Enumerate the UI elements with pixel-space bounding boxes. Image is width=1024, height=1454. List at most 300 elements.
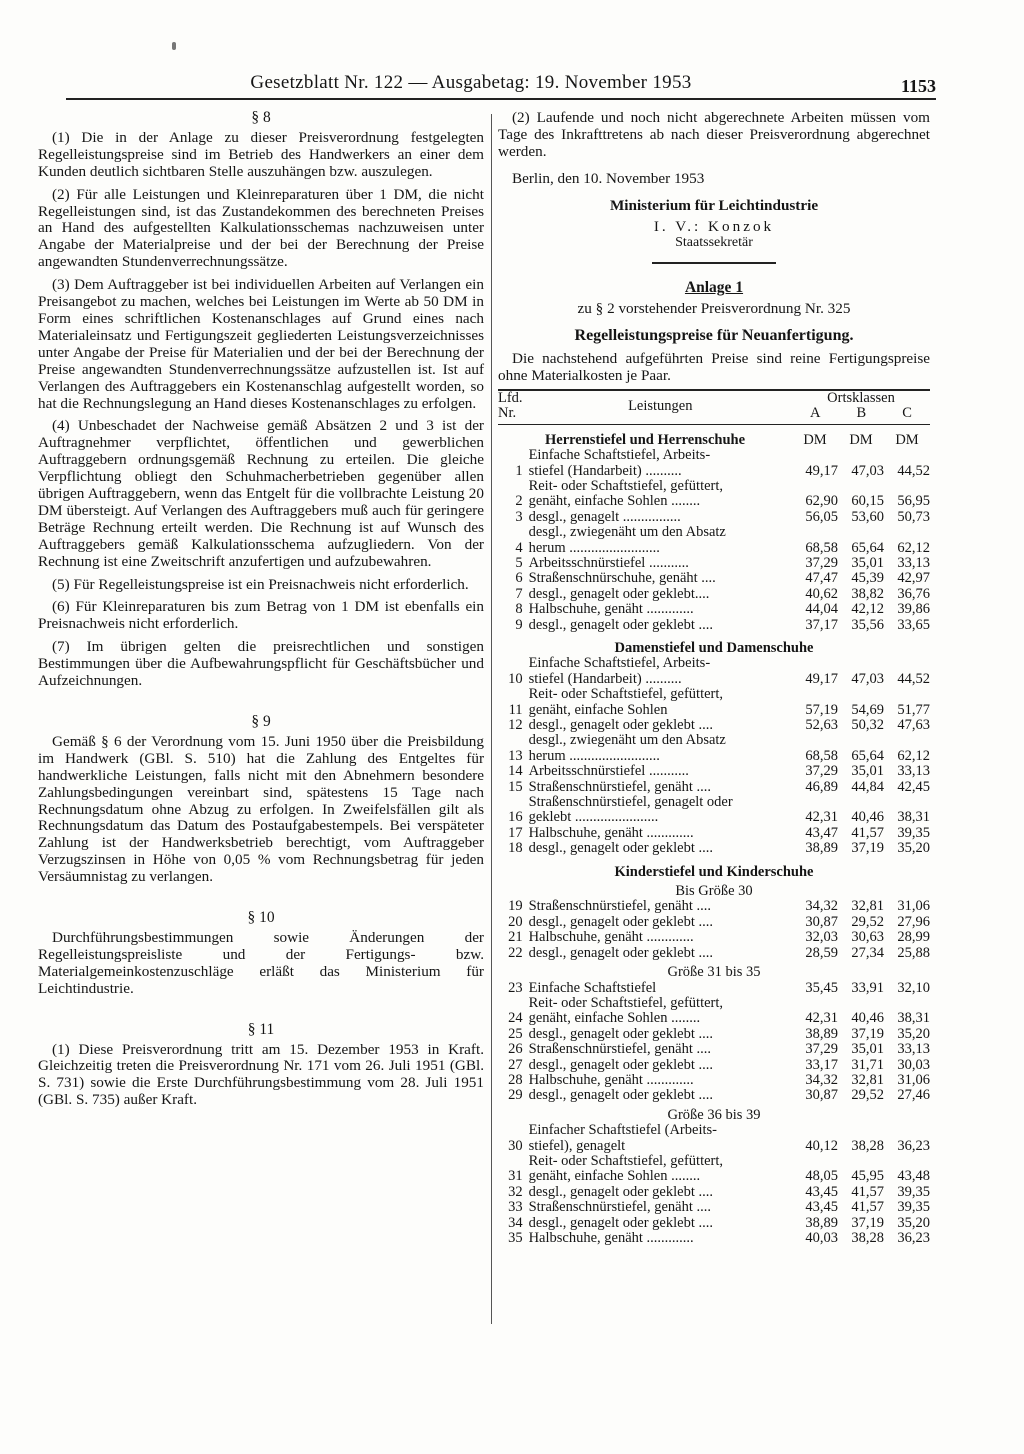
description-line: Straßenschnürschuhe, genäht .... xyxy=(528,570,716,587)
row-number: 3 xyxy=(515,508,523,525)
price-class-b: 32,81 xyxy=(851,898,884,915)
price-class-b: 35,01 xyxy=(851,554,884,571)
table-row xyxy=(498,1123,930,1154)
header-classes xyxy=(792,406,930,421)
price-class-c: 39,35 xyxy=(897,824,930,841)
description-line: desgl., genagelt oder geklebt .... xyxy=(528,616,713,633)
description-line: Reit- oder Schaftstiefel, gefüttert, xyxy=(528,477,724,494)
price-class-b: 37,19 xyxy=(851,1025,884,1042)
price-class-a: 37,17 xyxy=(805,616,838,633)
description-line: desgl., zwiegenäht um den Absatz xyxy=(528,524,726,541)
row-number: 33 xyxy=(508,1199,523,1216)
description-line: desgl., genagelt oder geklebt .... xyxy=(528,717,713,733)
row-description xyxy=(529,733,792,764)
price-class-c: 62,12 xyxy=(897,539,930,556)
page-header xyxy=(66,72,936,100)
table-row xyxy=(498,1073,930,1088)
description-line: Reit- oder Schaftstiefel, gefüttert, xyxy=(528,994,724,1011)
price-class-b: 37,19 xyxy=(851,840,884,857)
price-class-a: 52,63 xyxy=(805,717,838,733)
row-description xyxy=(529,1042,792,1057)
price-table-body xyxy=(498,424,930,1246)
description-line: Straßenschnürstiefel, genäht .... xyxy=(528,1199,711,1216)
date-line: Berlin, den 10. November 1953 xyxy=(512,169,705,187)
price-class-a: 43,45 xyxy=(805,1199,838,1216)
description-line: Reit- oder Schaftstiefel, gefüttert, xyxy=(528,686,724,703)
table-row xyxy=(498,687,930,718)
description-line: Einfacher Schaftstiefel (Arbeits- xyxy=(528,1122,717,1139)
price-class-c: 33,13 xyxy=(897,554,930,571)
row-number: 14 xyxy=(508,763,523,780)
row-description xyxy=(529,1200,792,1215)
description-line: geklebt ....................... xyxy=(528,809,659,826)
row-description xyxy=(529,571,792,586)
price-class-b: 50,32 xyxy=(851,717,884,733)
section-11-heading: § 11 xyxy=(247,1020,275,1038)
price-class-c: 44,52 xyxy=(897,670,930,687)
price-class-c: 39,86 xyxy=(897,601,930,618)
price-class-a: 57,19 xyxy=(805,701,838,718)
table-group-row xyxy=(498,424,930,448)
row-number: 17 xyxy=(508,824,523,841)
ministry-name: Ministerium für Leichtindustrie xyxy=(609,196,819,214)
description-line: desgl., genagelt oder geklebt .... xyxy=(528,840,713,857)
price-class-a: 34,32 xyxy=(805,1071,838,1088)
price-class-b: 41,57 xyxy=(851,824,884,841)
description-line: stiefel), genagelt xyxy=(528,1137,626,1154)
row-number: 25 xyxy=(508,1025,523,1042)
header-class-b: B xyxy=(856,405,867,422)
unit-label: DM xyxy=(895,431,919,448)
description-line: Reit- oder Schaftstiefel, gefüttert, xyxy=(528,1152,724,1169)
table-row xyxy=(498,1216,930,1231)
table-row xyxy=(498,733,930,764)
description-line: genäht, einfache Sohlen ........ xyxy=(528,1168,701,1185)
price-class-a: 40,12 xyxy=(805,1137,838,1154)
price-class-a: 28,59 xyxy=(805,944,838,961)
price-class-a: 43,47 xyxy=(805,824,838,841)
header-leistungen: Leistungen xyxy=(529,390,792,424)
row-number: 13 xyxy=(508,747,523,764)
description-line: Halbschuhe, genäht ............. xyxy=(528,929,694,946)
price-class-b: 41,57 xyxy=(851,1199,884,1216)
description-line: genäht, einfache Sohlen ........ xyxy=(528,1010,701,1027)
right-column xyxy=(498,110,930,1246)
row-description xyxy=(529,602,792,617)
price-class-b: 30,63 xyxy=(851,929,884,946)
price-class-a: 37,29 xyxy=(805,1041,838,1058)
price-class-b: 65,64 xyxy=(851,747,884,764)
header-ortsklassen-label: Ortsklassen xyxy=(827,389,895,406)
description-line: Arbeitsschnürstiefel ........... xyxy=(528,554,689,571)
description-line: herum ......................... xyxy=(528,539,660,556)
price-class-b: 35,56 xyxy=(851,616,884,633)
table-row xyxy=(498,1088,930,1103)
price-class-a: 40,62 xyxy=(805,585,838,602)
row-number: 31 xyxy=(508,1168,523,1185)
table-row xyxy=(498,718,930,733)
price-table-header xyxy=(498,390,930,424)
price-class-a: 35,45 xyxy=(805,979,838,996)
description-line: Halbschuhe, genäht ............. xyxy=(528,824,694,841)
price-class-c: 62,12 xyxy=(897,747,930,764)
row-description xyxy=(529,687,792,718)
row-description xyxy=(529,1216,792,1231)
table-row xyxy=(498,1231,930,1246)
row-description xyxy=(529,1185,792,1200)
table-row xyxy=(498,780,930,795)
row-description xyxy=(529,826,792,841)
header-class-a: A xyxy=(810,405,821,422)
price-class-a: 42,31 xyxy=(805,809,838,826)
price-class-a: 44,04 xyxy=(805,601,838,618)
row-description xyxy=(529,510,792,525)
table-row xyxy=(498,510,930,525)
table-row xyxy=(498,1027,930,1042)
row-description xyxy=(529,795,792,826)
price-class-b: 41,57 xyxy=(851,1183,884,1200)
row-description xyxy=(529,946,792,961)
description-line: Straßenschnürstiefel, genagelt oder xyxy=(528,794,733,811)
print-speck xyxy=(172,42,176,50)
anlage-intro: Die nachstehend aufgeführten Preise sind reine Fertigungspreise ohne Materialkosten je Paar. xyxy=(498,350,930,384)
row-number: 29 xyxy=(508,1087,523,1104)
description-line: stiefel (Handarbeit) .......... xyxy=(528,462,682,479)
subgroup-title: Größe 31 bis 35 xyxy=(667,964,761,981)
table-row xyxy=(498,479,930,510)
price-class-a: 56,05 xyxy=(805,508,838,525)
row-number: 35 xyxy=(508,1230,523,1246)
row-number: 19 xyxy=(508,898,523,915)
row-description xyxy=(529,915,792,930)
price-class-c: 33,13 xyxy=(897,763,930,780)
row-number: 4 xyxy=(515,539,523,556)
group-title: Kinderstiefel und Kinderschuhe xyxy=(614,863,814,880)
price-class-a: 49,17 xyxy=(805,462,838,479)
price-class-c: 36,76 xyxy=(897,585,930,602)
price-class-b: 65,64 xyxy=(851,539,884,556)
price-class-b: 45,95 xyxy=(851,1168,884,1185)
price-class-c: 47,63 xyxy=(897,717,930,733)
row-description xyxy=(529,780,792,795)
page-number: 1153 xyxy=(900,76,936,96)
price-class-a: 43,45 xyxy=(805,1183,838,1200)
price-class-c: 35,20 xyxy=(897,1025,930,1042)
price-class-b: 32,81 xyxy=(851,1071,884,1088)
section-8-paragraph-1: (1) Die in der Anlage zu dieser Preisverordnung festgelegten Regelleistungspreise sind im Betrieb des Handwerkers an einer dem Kunden deutlich sichtbaren Stelle auszuhängen bzw. auszulegen. xyxy=(38,128,484,180)
table-row xyxy=(498,618,930,633)
price-class-a: 33,17 xyxy=(805,1056,838,1073)
section-8-heading: § 8 xyxy=(251,109,271,126)
price-class-a: 32,03 xyxy=(805,929,838,946)
description-line: stiefel (Handarbeit) .......... xyxy=(528,670,682,687)
price-class-c: 39,35 xyxy=(897,1199,930,1216)
price-class-a: 37,29 xyxy=(805,763,838,780)
row-number: 26 xyxy=(508,1041,523,1058)
description-line: genäht, einfache Sohlen ........ xyxy=(528,493,701,510)
section-11-paragraph-2: (2) Laufende und noch nicht abgerechnete Arbeiten müssen vom Tage des Inkrafttretens ab nach dieser Preisverordnung abgerechnet werden. xyxy=(498,109,930,160)
description-line: desgl., genagelt oder geklebt .... xyxy=(528,1214,713,1231)
price-class-a: 68,58 xyxy=(805,539,838,556)
row-description xyxy=(529,556,792,571)
description-line: Arbeitsschnürstiefel ........... xyxy=(528,763,689,780)
price-class-c: 36,23 xyxy=(897,1137,930,1154)
row-description xyxy=(529,718,792,733)
row-number: 8 xyxy=(515,601,523,618)
row-number: 6 xyxy=(515,570,523,587)
row-number: 16 xyxy=(508,809,523,826)
section-10-paragraph-1: Durchführungsbestimmungen sowie Änderungen der Regelleistungspreisliste und der Fertigungs- bzw. Materialgemeinkostenzuschläge erläßt das Ministerium für Leichtindustrie. xyxy=(38,928,484,997)
row-number: 34 xyxy=(508,1214,523,1231)
table-subgroup-row xyxy=(498,961,930,980)
description-line: desgl., genagelt oder geklebt .... xyxy=(528,1087,713,1104)
subgroup-title: Größe 36 bis 39 xyxy=(667,1106,761,1123)
price-class-a: 46,89 xyxy=(805,778,838,795)
row-number: 30 xyxy=(508,1137,523,1154)
unit-label: DM xyxy=(803,431,827,448)
row-number: 18 xyxy=(508,840,523,857)
section-8-paragraph-3: (3) Dem Auftraggeber ist bei individuellen Arbeiten auf Verlangen ein Preisangebot zu machen, welches bei Leistungen im Werte ab 50 DM in Form eines schriftlichen Kostenanschlages auf Grund eines nach Materialeinsatz und Fertigungszeit gegliederten Leistungsverzeichnisses unter Angabe der Preise für Materialien und der bei der Berechnung der Preise angewandten Stundenverrechnungssätze aufzustellen ist. Ist auf Verlangen des Auftraggebers ein Kostenanschlag aufgestellt worden, so hat die Rechnungslegung an Hand dieses Kostenanschlages zu erfolgen. xyxy=(38,276,484,412)
description-line: desgl., genagelt oder geklebt .... xyxy=(528,1025,713,1042)
description-line: desgl., genagelt oder geklebt .... xyxy=(528,1056,713,1073)
table-row xyxy=(498,602,930,617)
description-line: Straßenschnürstiefel, genäht .... xyxy=(528,778,711,795)
row-number: 22 xyxy=(508,944,523,961)
price-class-b: 33,91 xyxy=(851,979,884,996)
price-class-a: 62,90 xyxy=(805,493,838,510)
price-class-c: 51,77 xyxy=(897,701,930,718)
subgroup-title: Bis Größe 30 xyxy=(675,883,753,900)
price-class-c: 38,31 xyxy=(897,809,930,826)
price-class-b: 44,84 xyxy=(851,778,884,795)
price-class-b: 45,39 xyxy=(851,570,884,587)
row-description xyxy=(529,1073,792,1088)
table-row xyxy=(498,1200,930,1215)
price-class-b: 38,28 xyxy=(851,1137,884,1154)
description-line: Halbschuhe, genäht ............. xyxy=(528,1230,694,1246)
price-class-b: 35,01 xyxy=(851,1041,884,1058)
price-class-c: 39,35 xyxy=(897,1183,930,1200)
price-class-c: 27,46 xyxy=(897,1087,930,1104)
section-10-heading: § 10 xyxy=(247,909,275,927)
row-number: 7 xyxy=(515,585,523,602)
price-class-b: 60,15 xyxy=(851,493,884,510)
row-number: 9 xyxy=(515,616,523,633)
row-description xyxy=(529,841,792,856)
row-description xyxy=(529,930,792,945)
price-class-b: 27,34 xyxy=(851,944,884,961)
row-description xyxy=(529,448,792,479)
row-number: 27 xyxy=(508,1056,523,1073)
price-class-b: 47,03 xyxy=(851,670,884,687)
description-line: desgl., genagelt oder geklebt .... xyxy=(528,944,713,961)
row-number: 15 xyxy=(508,778,523,795)
row-number: 5 xyxy=(515,554,523,571)
price-class-b: 53,60 xyxy=(851,508,884,525)
description-line: desgl., zwiegenäht um den Absatz xyxy=(528,732,726,749)
table-row xyxy=(498,587,930,602)
price-class-c: 25,88 xyxy=(897,944,930,961)
price-class-a: 42,31 xyxy=(805,1010,838,1027)
signature-divider xyxy=(652,262,776,264)
price-class-b: 40,46 xyxy=(851,1010,884,1027)
row-number: 32 xyxy=(508,1183,523,1200)
price-class-c: 31,06 xyxy=(897,1071,930,1088)
row-number: 11 xyxy=(508,701,523,718)
price-class-b: 29,52 xyxy=(851,913,884,930)
table-group-row xyxy=(498,857,930,880)
description-line: Straßenschnürstiefel, genäht .... xyxy=(528,1041,711,1058)
table-row xyxy=(498,571,930,586)
price-class-c: 38,31 xyxy=(897,1010,930,1027)
header-class-c: C xyxy=(902,405,912,422)
row-description xyxy=(529,525,792,556)
price-class-c: 42,45 xyxy=(897,778,930,795)
price-class-b: 37,19 xyxy=(851,1214,884,1231)
description-line: desgl., genagelt ................ xyxy=(528,508,681,525)
price-class-c: 36,23 xyxy=(897,1230,930,1246)
description-line: Straßenschnürstiefel, genäht .... xyxy=(528,898,711,915)
section-8-paragraph-5: (5) Für Regelleistungspreise ist ein Preisnachweis nicht erforderlich. xyxy=(52,575,469,593)
group-title: Damenstiefel und Damenschuhe xyxy=(614,639,814,656)
price-class-a: 47,47 xyxy=(805,570,838,587)
row-number: 23 xyxy=(508,979,523,996)
description-line: herum ......................... xyxy=(528,747,660,764)
price-class-a: 38,89 xyxy=(805,840,838,857)
table-row xyxy=(498,656,930,687)
row-description xyxy=(529,764,792,779)
price-class-c: 30,03 xyxy=(897,1056,930,1073)
price-class-a: 37,29 xyxy=(805,554,838,571)
row-description xyxy=(529,587,792,602)
price-class-c: 31,06 xyxy=(897,898,930,915)
table-row xyxy=(498,1154,930,1185)
section-11-paragraph-1: (1) Diese Preisverordnung tritt am 15. Dezember 1953 in Kraft. Gleichzeitig treten die Preisverordnung Nr. 171 vom 26. Juli 1951 (GBl. S. 731) sowie die Erste Durchführungsbestimmung vom 28. Juli 1951 (GBl. S. 735) außer Kraft. xyxy=(38,1040,484,1109)
table-row xyxy=(498,556,930,571)
price-class-c: 43,48 xyxy=(897,1168,930,1185)
anlage-title: Anlage 1 xyxy=(684,279,744,297)
row-description xyxy=(529,618,792,633)
table-row xyxy=(498,1042,930,1057)
price-class-b: 42,12 xyxy=(851,601,884,618)
row-number: 24 xyxy=(508,1010,523,1027)
row-description xyxy=(529,1027,792,1042)
price-class-b: 54,69 xyxy=(851,701,884,718)
price-class-c: 32,10 xyxy=(897,979,930,996)
price-class-b: 47,03 xyxy=(851,462,884,479)
table-row xyxy=(498,930,930,945)
row-number: 12 xyxy=(508,717,523,733)
table-row xyxy=(498,448,930,479)
price-class-c: 33,65 xyxy=(897,616,930,633)
description-line: Einfache Schaftstiefel xyxy=(528,979,657,996)
description-line: Halbschuhe, genäht ............. xyxy=(528,1071,694,1088)
section-9-paragraph-1: Gemäß § 6 der Verordnung vom 15. Juni 1950 über die Preisbildung im Handwerk (GBl. S. 510) hat die Zahlung des Entgeltes für handwerkliche Leistungen, falls nicht mit den Abnehmern besondere Zahlungsbedingungen vereinbart sind, spätestens 15 Tage nach Rechnungsdatum ohne Abzug zu erfolgen. In Zweifelsfällen gilt als Rechnungsdatum das Datum des Postaufgabestempels. Bei verspäteter Zahlung ist der Handwerksbetrieb berechtigt, vom Auftraggeber Verzugszinsen in Höhe von 0,05 % vom Rechnungsbetrag für jeden Versäumnistag zu verlangen. xyxy=(38,732,484,886)
table-row xyxy=(498,826,930,841)
price-class-c: 28,99 xyxy=(897,929,930,946)
description-line: Einfache Schaftstiefel, Arbeits- xyxy=(528,655,711,672)
table-row xyxy=(498,525,930,556)
price-class-a: 38,89 xyxy=(805,1025,838,1042)
price-class-c: 44,52 xyxy=(897,462,930,479)
price-class-c: 42,97 xyxy=(897,570,930,587)
row-description xyxy=(529,996,792,1027)
row-description xyxy=(529,479,792,510)
description-line: desgl., genagelt oder geklebt .... xyxy=(528,1183,713,1200)
table-row xyxy=(498,946,930,961)
row-number: 10 xyxy=(508,670,523,687)
price-class-c: 56,95 xyxy=(897,493,930,510)
column-divider xyxy=(491,114,492,1324)
price-class-a: 49,17 xyxy=(805,670,838,687)
row-description xyxy=(529,656,792,687)
table-row xyxy=(498,795,930,826)
header-ortsklassen xyxy=(792,390,930,424)
gazette-title: Gesetzblatt Nr. 122 — Ausgabetag: 19. November 1953 xyxy=(250,72,692,93)
price-class-c: 50,73 xyxy=(897,508,930,525)
row-description xyxy=(529,1088,792,1103)
description-line: Halbschuhe, genäht ............. xyxy=(528,601,694,618)
table-row xyxy=(498,915,930,930)
anlage-heading: Regelleistungspreise für Neuanfertigung. xyxy=(574,327,854,345)
left-column xyxy=(38,110,484,1115)
unit-label: DM xyxy=(849,431,873,448)
price-class-a: 68,58 xyxy=(805,747,838,764)
anlage-subtitle: zu § 2 vorstehender Preisverordnung Nr. 325 xyxy=(577,300,851,318)
price-class-c: 33,13 xyxy=(897,1041,930,1058)
price-class-a: 48,05 xyxy=(805,1168,838,1185)
price-class-b: 29,52 xyxy=(851,1087,884,1104)
description-line: desgl., genagelt oder geklebt.... xyxy=(528,585,710,602)
price-class-c: 27,96 xyxy=(897,913,930,930)
section-8-paragraph-4: (4) Unbeschadet der Nachweise gemäß Absätzen 2 und 3 ist der Auftragnehmer verpflichtet, öffentlichen und gewerblichen Auftraggebern ordnungsgemäß Rechnung zu erteilen. Die gleiche Verpflichtung obliegt den Schuhmacherbetrieben gegenüber allen übrigen Auftraggebern, wenn das Entgelt für die vollbrachte Leistung 20 DM übersteigt. Auf Verlangen des Auftraggebers muß auch für geringere Beträge Rechnung erteilt werden. Die Rechnung ist auf Wunsch des Auftraggebers gemäß Kalkulationsschema aufzugliedern. Von der Rechnung ist eine Zweitschrift anzufertigen und aufzubewahren. xyxy=(38,417,484,570)
row-number: 21 xyxy=(508,929,523,946)
section-8-paragraph-6: (6) Für Kleinreparaturen bis zum Betrag von 1 DM ist ebenfalls ein Preisnachweis nicht erforderlich. xyxy=(38,598,484,633)
section-8-paragraph-2: (2) Für alle Leistungen und Kleinreparaturen über 1 DM, die nicht Regelleistungen sind, ist das Zustandekommen des berechneten Preises an Hand des aufgestellten Kalkulationsschemas nachzuweisen unter Angabe der Materialpreise und der bei der Berechnung der Preise angewandten Stundenverrechnungssätze. xyxy=(38,185,484,271)
section-8-paragraph-7: (7) Im übrigen gelten die preisrechtlichen und sonstigen Bestimmungen über die Aufbewahrungspflicht für Geschäftsbücher und Aufzeichnungen. xyxy=(38,638,484,690)
table-group-row xyxy=(498,633,930,656)
table-row xyxy=(498,981,930,996)
row-number: 28 xyxy=(508,1071,523,1088)
table-row xyxy=(498,1185,930,1200)
price-class-a: 30,87 xyxy=(805,913,838,930)
table-subgroup-row xyxy=(498,880,930,899)
table-row xyxy=(498,996,930,1027)
price-class-b: 31,71 xyxy=(851,1056,884,1073)
row-description xyxy=(529,981,792,996)
price-class-a: 38,89 xyxy=(805,1214,838,1231)
price-class-b: 38,28 xyxy=(851,1230,884,1246)
table-row xyxy=(498,841,930,856)
price-class-b: 38,82 xyxy=(851,585,884,602)
row-description xyxy=(529,899,792,914)
row-description xyxy=(529,1154,792,1185)
row-description xyxy=(529,1058,792,1073)
price-class-a: 30,87 xyxy=(805,1087,838,1104)
row-number: 1 xyxy=(515,462,523,479)
header-nr: Lfd. Nr. xyxy=(498,390,529,424)
description-line: genäht, einfache Sohlen xyxy=(528,701,668,718)
price-class-b: 40,46 xyxy=(851,809,884,826)
section-9-heading: § 9 xyxy=(251,713,271,730)
price-class-b: 35,01 xyxy=(851,763,884,780)
price-table xyxy=(498,389,930,1247)
price-class-a: 40,03 xyxy=(805,1230,838,1246)
price-class-a: 34,32 xyxy=(805,898,838,915)
signer-name: I. V.: Konzok xyxy=(653,217,775,235)
table-row xyxy=(498,1058,930,1073)
price-class-c: 35,20 xyxy=(897,1214,930,1231)
